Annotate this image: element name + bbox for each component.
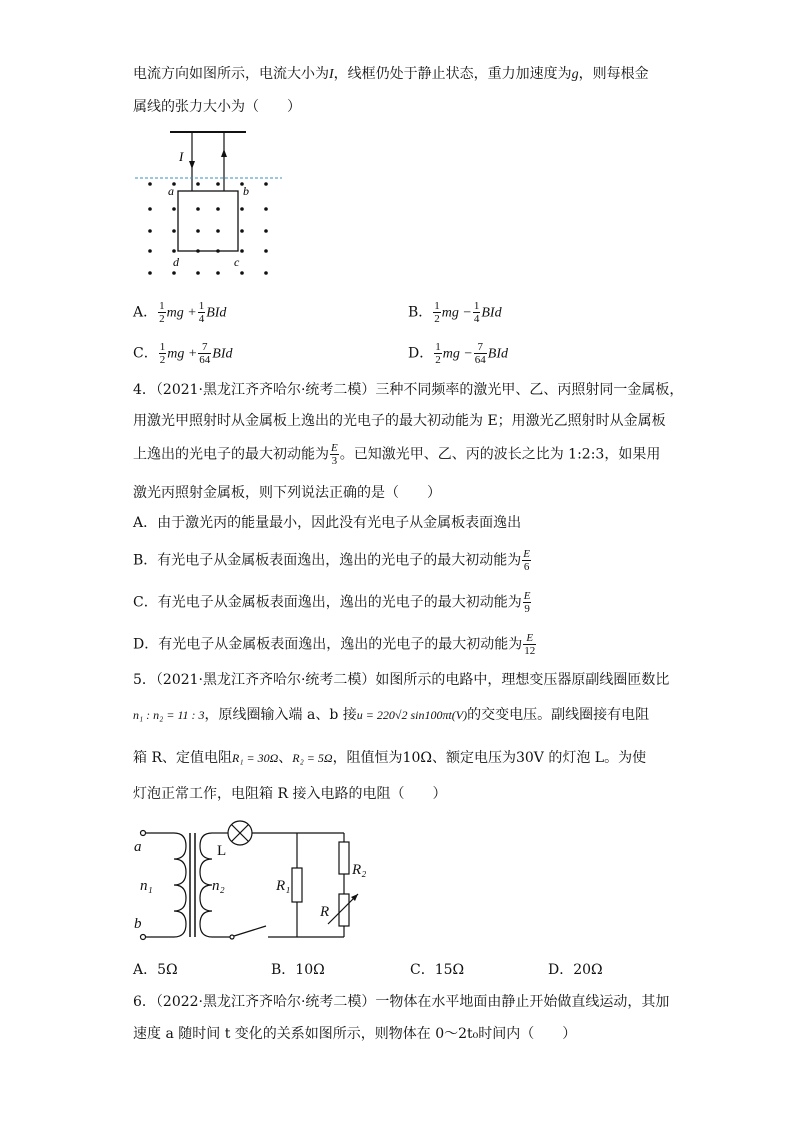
q3-text-line-2: 属线的张力大小为（ ） <box>133 99 301 115</box>
label-a: a <box>168 184 174 198</box>
q5-option-d[interactable]: D．20Ω <box>548 962 603 978</box>
field-dots <box>148 182 268 275</box>
label-b: b <box>243 184 249 198</box>
q4-text-line-1: 4．（2021·黑龙江齐齐哈尔·统考二模）三种不同频率的激光甲、乙、丙照射同一金属板， <box>133 382 684 398</box>
q4-text-line-3: 上逸出的光电子的最大初动能为 $\frac{E}{3}$ 。已知激光甲、乙、丙的波长之比为 1:2:3，如果用 <box>133 442 661 467</box>
var-I: I <box>329 67 334 82</box>
label-R: R <box>320 904 330 920</box>
up-arrow-icon <box>221 149 227 157</box>
q5-option-c[interactable]: C．15Ω <box>410 962 465 978</box>
q5-option-a[interactable]: A．5Ω <box>133 962 178 978</box>
resistor-R1 <box>292 868 302 902</box>
switch-contact <box>230 935 234 939</box>
q5-option-b[interactable]: B．10Ω <box>271 962 325 978</box>
label-n2: n₂ <box>212 878 225 894</box>
label-b: b <box>134 916 142 932</box>
label-R2: R₂ <box>352 862 367 878</box>
q3-text-line-1: 电流方向如图所示，电流大小为I，线框仍处于静止状态，重力加速度为g，则每根金 <box>133 66 649 82</box>
resistor-box-R <box>339 894 349 926</box>
q5-text-line-2: n₁ : n₂ = 11 : 3，原线圈输入端 a、b 接u = 220√2 sin100πt(V)的交变电压。副线圈接有电阻 <box>133 707 650 723</box>
q4-option-b[interactable]: B．有光电子从金属板表面逸出，逸出的光电子的最大初动能为 $\frac{E}{6}$ <box>133 548 531 573</box>
label-I: I <box>179 149 184 164</box>
q4-option-d[interactable]: D．有光电子从金属板表面逸出，逸出的光电子的最大初动能为 $\frac{E}{12}$ <box>133 632 536 657</box>
var-g: g <box>571 67 579 82</box>
q3-option-d[interactable]: D． $\frac{1}{2}$ mg − $\frac{7}{64}$ BId <box>408 341 509 366</box>
terminal-a <box>141 831 146 836</box>
label-R1: R₁ <box>276 878 291 894</box>
q4-option-c[interactable]: C．有光电子从金属板表面逸出，逸出的光电子的最大初动能为 $\frac{E}{9}$ <box>133 590 531 615</box>
primary-coil <box>174 833 186 937</box>
wire-frame <box>178 191 238 251</box>
label-a: a <box>134 839 142 855</box>
q5-transformer-circuit-figure <box>130 820 370 950</box>
label-c: c <box>234 255 240 269</box>
down-arrow-icon <box>189 161 195 169</box>
q4-text-line-2: 用激光甲照射时从金属板上逸出的光电子的最大初动能为 E；用激光乙照射时从金属板 <box>133 413 666 429</box>
q5-text-line-3: 箱 R、定值电阻R₁ = 30Ω、R₂ = 5Ω，阻值恒为10Ω、额定电压为30V 的灯泡 L。为使 <box>133 750 647 766</box>
label-L: L <box>217 843 227 859</box>
switch-blade <box>234 926 266 936</box>
q3-option-a[interactable]: A． $\frac{1}{2}$ mg + $\frac{1}{4}$ BId <box>133 300 227 325</box>
q5-text-line-1: 5．（2021·黑龙江齐齐哈尔·统考二模）如图所示的电路中，理想变压器原副线圈匝数比 <box>133 672 670 688</box>
q4-text-line-4: 激光丙照射金属板，则下列说法正确的是（ ） <box>133 485 441 501</box>
terminal-b <box>141 935 146 940</box>
q3-option-b[interactable]: B． $\frac{1}{2}$ mg − $\frac{1}{4}$ BId <box>408 300 502 325</box>
secondary-coil <box>200 833 212 937</box>
q3-option-c[interactable]: C． $\frac{1}{2}$ mg + $\frac{7}{64}$ BId <box>133 341 233 366</box>
q5-text-line-4: 灯泡正常工作，电阻箱 R 接入电路的电阻（ ） <box>133 786 447 802</box>
resistor-R2 <box>339 842 349 874</box>
q3-magnetic-frame-figure <box>130 125 290 285</box>
q4-option-a[interactable]: A．由于激光丙的能量最小，因此没有光电子从金属板表面逸出 <box>133 515 522 531</box>
q6-text-line-1: 6．（2022·黑龙江齐齐哈尔·统考二模）一物体在水平地面由静止开始做直线运动，其加 <box>133 994 670 1010</box>
q6-text-line-2: 速度 a 随时间 t 变化的关系如图所示，则物体在 0～2t₀时间内（ ） <box>133 1026 577 1042</box>
label-d: d <box>173 255 179 269</box>
label-n1: n₁ <box>140 878 153 894</box>
